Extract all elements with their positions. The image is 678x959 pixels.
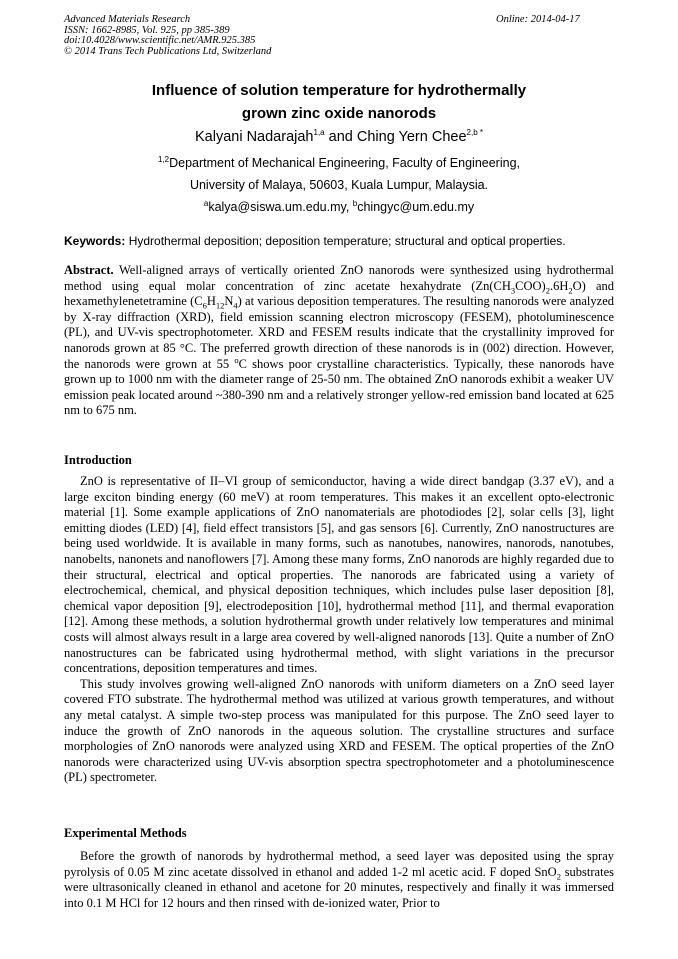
experimental-text: Before the growth of nanorods by hydrothermal method, a seed layer was deposited using the spray pyrolysis of 0.05 M zinc acetate dissolved in ethanol and added 1-2 ml acetic acid. F doped SnO xyxy=(64,849,614,879)
author-1-affiliation-mark: 1,a xyxy=(313,128,325,138)
copyright-line: © 2014 Trans Tech Publications Ltd, Switzerland xyxy=(64,45,272,57)
experimental-text: substrates were ultrasonically cleaned in ethanol and acetone for 20 minutes, respectively and finally it was immersed into 0.1 M HCl for 12 hours and then rinsed with de-ionized water, Prior to xyxy=(64,864,614,910)
email-a[interactable]: kalya@siswa.um.edu.my, xyxy=(208,200,353,214)
abstract-subscript: 12 xyxy=(215,300,225,311)
abstract-subscript: 2 xyxy=(545,285,550,296)
author-conjunction: and xyxy=(324,129,357,145)
doi-line: doi:10.4028/www.scientific.net/AMR.925.385 xyxy=(64,35,256,46)
abstract-text: Well-aligned arrays of vertically oriented ZnO nanorods were synthesized using hydrothermal method using equal molar concentration of zinc acetate hexahydrate (Zn(CH xyxy=(64,263,614,293)
affiliation-text: Department of Mechanical Engineering, Faculty of Engineering, xyxy=(169,156,521,170)
keywords xyxy=(64,234,614,249)
online-date: Online: 2014-04-17 xyxy=(496,14,580,25)
introduction-body xyxy=(64,474,614,786)
abstract xyxy=(64,263,614,419)
affiliation-line-2: University of Malaya, 50603, Kuala Lumpur, Malaysia. xyxy=(189,178,489,192)
abstract-text: ) at various deposition temperatures. The resulting nanorods were analyzed by X-ray diffraction (XRD), field emission scanning electron microscopy (FESEM), photoluminescence (PL), and UV-vis spectrophotometer. XRD and FESEM results indicate that the crystallinity improved for nanorods grown at 85 °C. The preferred growth direction of these nanorods is in (002) direction. However, the nanorods were grown at 55 xyxy=(64,294,614,371)
email-a-mark: a xyxy=(203,198,209,208)
abstract-text: .6H xyxy=(549,278,569,293)
abstract-subscript: 6 xyxy=(202,300,207,311)
affiliation-mark: 1,2 xyxy=(157,154,170,164)
keywords-text: Hydrothermal deposition; deposition temperature; structural and optical properties. xyxy=(125,234,566,248)
paper-title-line-2: grown zinc oxide nanorods xyxy=(241,105,437,122)
affiliation-line-1 xyxy=(64,156,614,171)
abstract-superscript: o xyxy=(234,354,239,365)
author-2: Ching Yern Chee xyxy=(356,129,467,145)
abstract-subscript: 4 xyxy=(233,300,238,311)
experimental-methods-heading: Experimental Methods xyxy=(64,826,187,840)
abstract-text: COO) xyxy=(515,278,546,293)
abstract-text: N xyxy=(224,294,234,309)
introduction-paragraph-2: This study involves growing well-aligned ZnO nanorods with uniform diameters on a ZnO seed layer covered FTO substrate. The hydrothermal method was utilized at various growth temperatures, and without any metal catalyst. A simple two-step process was manipulated for this purpose. The ZnO seed layer to induce the growth of ZnO nanorods in the aqueous solution. The crystalline structures and surface morphologies of ZnO nanorods were analyzed using XRD and FESEM. The optical properties of the ZnO nanorods were characterized using UV-vis absorption spectra spectrophotometer and a photoluminescence (PL) spectrometer. xyxy=(64,676,614,785)
email-b-mark: b xyxy=(352,198,358,208)
author-2-affiliation-mark: 2,b * xyxy=(466,128,483,138)
abstract-text: C shows poor crystalline characteristics. Typically, these nanorods have grown up to 1000 nm with the diameter range of 25-50 nm. The obtained ZnO nanorods exhibit a weaker UV emission peak located around ~380-390 nm and a relatively stronger yellow-red emission band located at 625 nm to 675 nm. xyxy=(64,356,614,418)
journal-name: Advanced Materials Research xyxy=(64,14,191,25)
abstract-subscript: 3 xyxy=(510,285,516,296)
abstract-text: H xyxy=(206,294,216,309)
author-emails xyxy=(64,200,614,215)
author-list xyxy=(64,128,614,146)
issn-line: ISSN: 1662-8985, Vol. 925, pp 385-389 xyxy=(64,24,230,36)
experimental-methods-body xyxy=(64,849,614,911)
running-header xyxy=(64,15,271,57)
experimental-subscript: 2 xyxy=(556,871,561,882)
introduction-paragraph-1: ZnO is representative of II–VI group of semiconductor, having a wide direct bandgap (3.37 eV), and a large exciton binding energy (60 meV) at room temperatures. This makes it an excellent opto-electronic material [1]. Some example applications of ZnO nanomaterials are photodiodes [2], solar cells [3], light emitting diodes (LED) [4], field effect transistors [5], and gas sensors [6]. Currently, ZnO nanostructures are being used worldwide. It is available in many forms, such as nanotubes, nanowires, nanorods, nanotubes, nanobelts, nanonets and nanoflowers [7]. Among these many forms, ZnO nanorods are highly regarded due to their structural, electrical and optical properties. The nanorods are fabricated using a variety of electrochemical, chemical, and physical deposition techniques, which includes pulse laser deposition [8], chemical vapor deposition [9], electrodeposition [10], hydrothermal method [11], and thermal evaporation [12]. Among these methods, a solution hydrothermal growth under relatively low temperatures and minimal costs will almost always result in a large area covered by well-aligned nanorods [13]. Quite a number of ZnO nanostructures can be fabricated using hydrothermal method, with slight variations in the precursor concentrations, deposition temperatures and times. xyxy=(64,474,614,676)
abstract-label: Abstract. xyxy=(64,263,114,277)
paper-title-line-1: Influence of solution temperature for hydrothermally xyxy=(151,82,527,99)
keywords-label: Keywords: xyxy=(64,234,126,248)
email-b[interactable]: chingyc@um.edu.my xyxy=(357,200,475,214)
abstract-subscript: 2 xyxy=(568,285,573,296)
author-1: Kalyani Nadarajah xyxy=(195,129,314,145)
introduction-heading: Introduction xyxy=(64,453,132,467)
abstract-text: O) and hexamethylenetetramine (C xyxy=(64,278,614,309)
experimental-paragraph-1 xyxy=(64,849,614,911)
